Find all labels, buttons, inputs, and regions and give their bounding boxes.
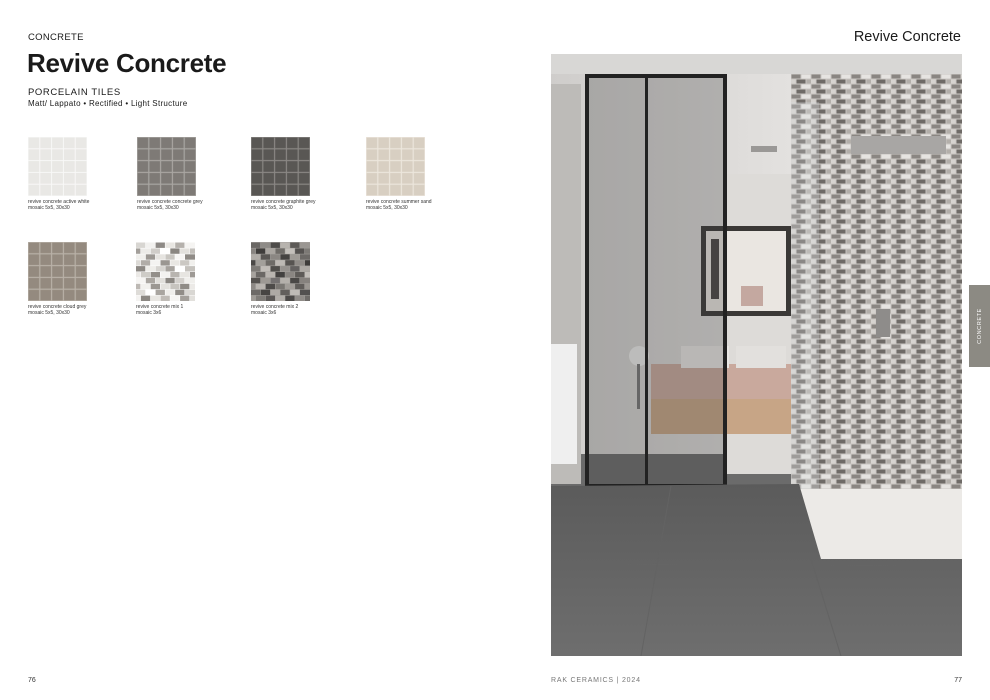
bathroom-photo xyxy=(551,54,962,656)
swatch-label: revive concrete concrete grey mosaic 5x5, 30x30 xyxy=(137,199,203,211)
category-label: CONCRETE xyxy=(28,32,84,43)
swatch-mix-2 xyxy=(251,242,310,301)
swatch-label: revive concrete graphite grey mosaic 5x5, 30x30 xyxy=(251,199,316,211)
footer-brand: RAK CERAMICS | 2024 xyxy=(551,677,641,684)
swatch-graphite-grey xyxy=(251,137,310,196)
swatch-label: revive concrete mix 2 mosaic 3x6 xyxy=(251,304,299,316)
interior-illustration xyxy=(551,54,962,656)
right-page-number: 77 xyxy=(954,677,962,684)
swatch-label: revive concrete active white mosaic 5x5, 30x30 xyxy=(28,199,90,211)
swatch-summer-sand xyxy=(366,137,425,196)
swatch-label: revive concrete summer sand mosaic 5x5, 30x30 xyxy=(366,199,432,211)
swatch-concrete-grey xyxy=(137,137,196,196)
left-page-number: 76 xyxy=(28,677,36,684)
right-page-title: Revive Concrete xyxy=(853,29,961,45)
product-specs: Matt/ Lappato • Rectified • Light Structure xyxy=(28,99,188,108)
section-side-tab[interactable] xyxy=(969,285,990,367)
page-title: Revive Concrete xyxy=(27,48,227,78)
product-subtitle: PORCELAIN TILES xyxy=(28,87,121,98)
swatch-cloud-grey xyxy=(28,242,87,301)
swatch-label: revive concrete mix 1 mosaic 3x6 xyxy=(136,304,184,316)
swatch-active-white xyxy=(28,137,87,196)
swatch-label: revive concrete cloud grey mosaic 5x5, 30x30 xyxy=(28,304,87,316)
side-tab-label: CONCRETE xyxy=(976,308,983,344)
swatch-mix-1 xyxy=(136,242,195,301)
